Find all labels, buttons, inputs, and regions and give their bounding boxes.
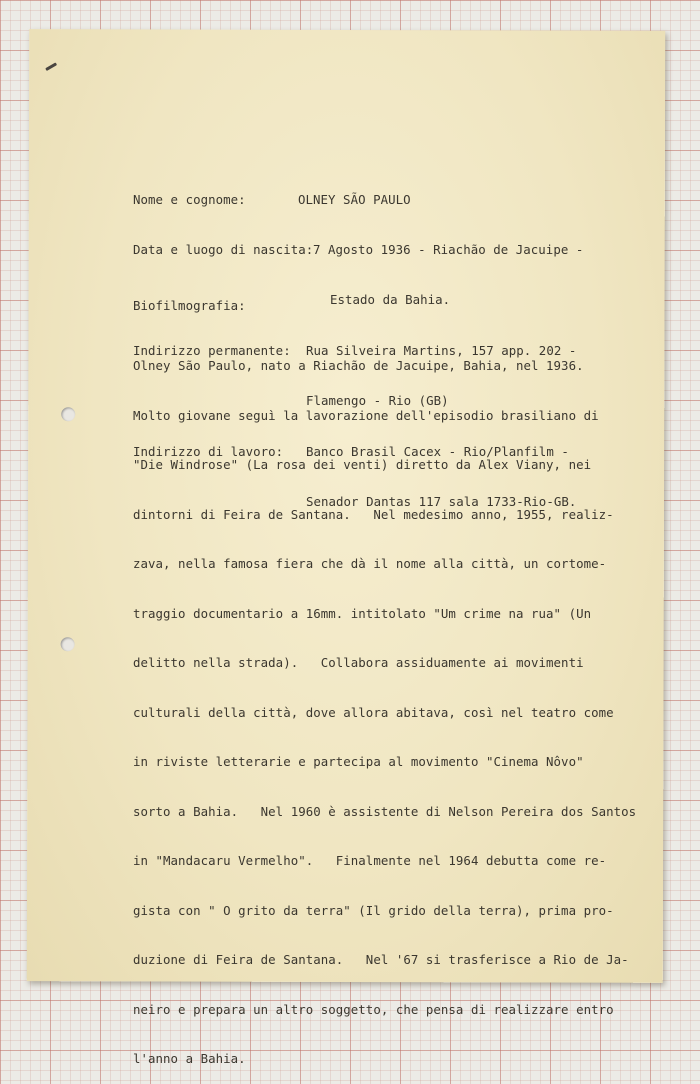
bio-line: traggio documentario a 16mm. intitolato "Um crime na rua" (Un xyxy=(133,605,592,621)
section-heading: Biofilmografia: xyxy=(133,298,246,313)
bio-line: duzione di Feira de Santana. Nel '67 si trasferisce a Rio de Ja- xyxy=(133,952,629,967)
punch-hole-top xyxy=(61,407,75,421)
bio-line: zava, nella famosa fiera che dà il nome alla città, un cortome- xyxy=(133,556,607,571)
name-value: OLNEY SÃO PAULO xyxy=(298,191,411,207)
bio-line: gista con " O grito da terra" (Il grido della terra), prima pro- xyxy=(133,902,614,918)
bio-line: Molto giovane seguì la lavorazione dell'episodio brasiliano di xyxy=(133,407,599,423)
birth-row xyxy=(133,242,583,259)
bio-line: neiro e prepara un altro soggetto, che pensa di realizzare entro xyxy=(133,1001,614,1017)
bio-line: sorto a Bahia. Nel 1960 è assistente di Nelson Pereira dos Santos xyxy=(133,803,637,819)
address-label: Indirizzo permanente: xyxy=(133,342,291,358)
work-value-continued: Senador Dantas 117 sala 1733-Rio-GB. xyxy=(306,493,577,509)
bio-line: delitto nella strada). Collabora assiduamente ai movimenti xyxy=(133,655,584,670)
name-row xyxy=(133,192,583,209)
bio-line: dintorni di Feira de Santana. Nel medesimo anno, 1955, realiz- xyxy=(133,506,614,522)
birth-value: 7 Agosto 1936 - Riachão de Jacuipe - xyxy=(313,241,584,257)
bio-line: l'anno a Bahia. xyxy=(133,1051,246,1066)
bio-line: in "Mandacaru Vermelho". Finalmente nel 1964 debutta come re- xyxy=(133,853,607,868)
name-label: Nome e cognome: xyxy=(133,191,246,207)
pencil-mark xyxy=(45,62,57,71)
biography-paragraph xyxy=(133,325,636,1084)
address-value-continued: Flamengo - Rio (GB) xyxy=(306,393,449,409)
bio-line: "Die Windrose" (La rosa dei venti) diretto da Alex Viany, nei xyxy=(133,457,592,472)
bio-line: Olney São Paulo, nato a Riachão de Jacuipe, Bahia, nel 1936. xyxy=(133,358,584,373)
bio-line: culturali della città, dove allora abitava, così nel teatro come xyxy=(133,704,614,720)
work-value: Banco Brasil Cacex - Rio/Planfilm - xyxy=(306,443,569,459)
address-value: Rua Silveira Martins, 157 app. 202 - xyxy=(306,342,577,358)
birth-label: Data e luogo di nascita: xyxy=(133,241,314,257)
birth-value-continued: Estado da Bahia. xyxy=(330,292,451,308)
bio-line: in riviste letterarie e partecipa al movimento "Cinema Nôvo" xyxy=(133,754,584,769)
punch-hole-bottom xyxy=(61,637,75,651)
work-label: Indirizzo di lavoro: xyxy=(133,443,284,459)
